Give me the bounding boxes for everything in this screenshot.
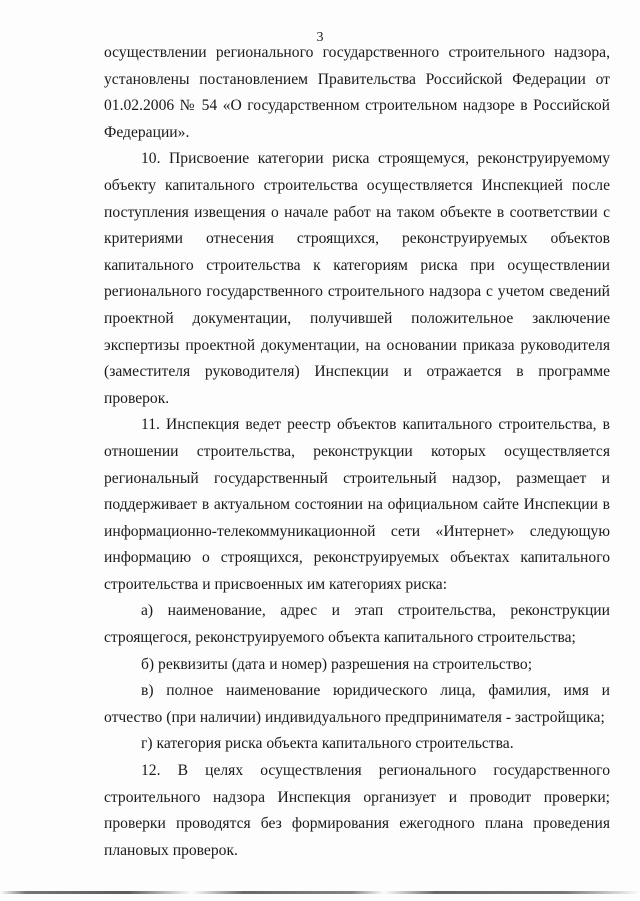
list-item-v: в) полное наименование юридического лица, фамилия, имя и отчество (при наличии) индивидуального предпринимателя - застройщика; (104, 682, 610, 726)
list-item-g: г) категория риска объекта капитального строительства. (141, 735, 514, 753)
list-item-a: а) наименование, адрес и этап строительства, реконструкции строящегося, реконструируемого объекта капитального строительства; (104, 602, 610, 647)
list-item-b: б) реквизиты (дата и номер) разрешения на строительство; (141, 655, 533, 673)
paragraph-10: 10. Присвоение категории риска строящемуся, реконструируемому объекту капитального строительства осуществляется Инспекцией после поступления извещения о начале работ на таком объекте в соответствии с критериями отнесения строящихся, реконструируемых объектов капитального строительства к категориям риска при осуществлении регионального государственного строительного надзора с учетом сведений проектной документации, получившей положительное заключение экспертизы проектной документации, на основании приказа руководителя (заместителя руководителя) Инспекции и отражается в программе проверок. (104, 150, 610, 407)
paragraph-11: 11. Инспекция ведет реестр объектов капитального строительства, в отношении строительства, реконструкции которых осуществляется региональный государственный строительный надзор, размещает и поддерживает в актуальном состоянии на официальном сайте Инспекции в информационно-телекоммуникационной сети «Интернет» следующую информацию о строящихся, реконструируемых объектах капитального строительства и присвоенных им категориях риска: (104, 416, 610, 593)
paragraph-12: 12. В целях осуществления регионального государственного строительного надзора Инспекция организует и проводит проверки; проверки проводятся без формирования ежегодного плана проведения плановых проверок. (104, 762, 610, 859)
document-body (104, 40, 610, 864)
paragraph-continuation: осуществлении регионального государственного строительного надзора, установлены постановлением Правительства Российской Федерации от 01.02.2006 № 54 «О государственном строительном надзоре в Российской Федерации». (104, 44, 610, 141)
page-number: 3 (316, 30, 324, 45)
scan-edge-mark (0, 891, 640, 894)
